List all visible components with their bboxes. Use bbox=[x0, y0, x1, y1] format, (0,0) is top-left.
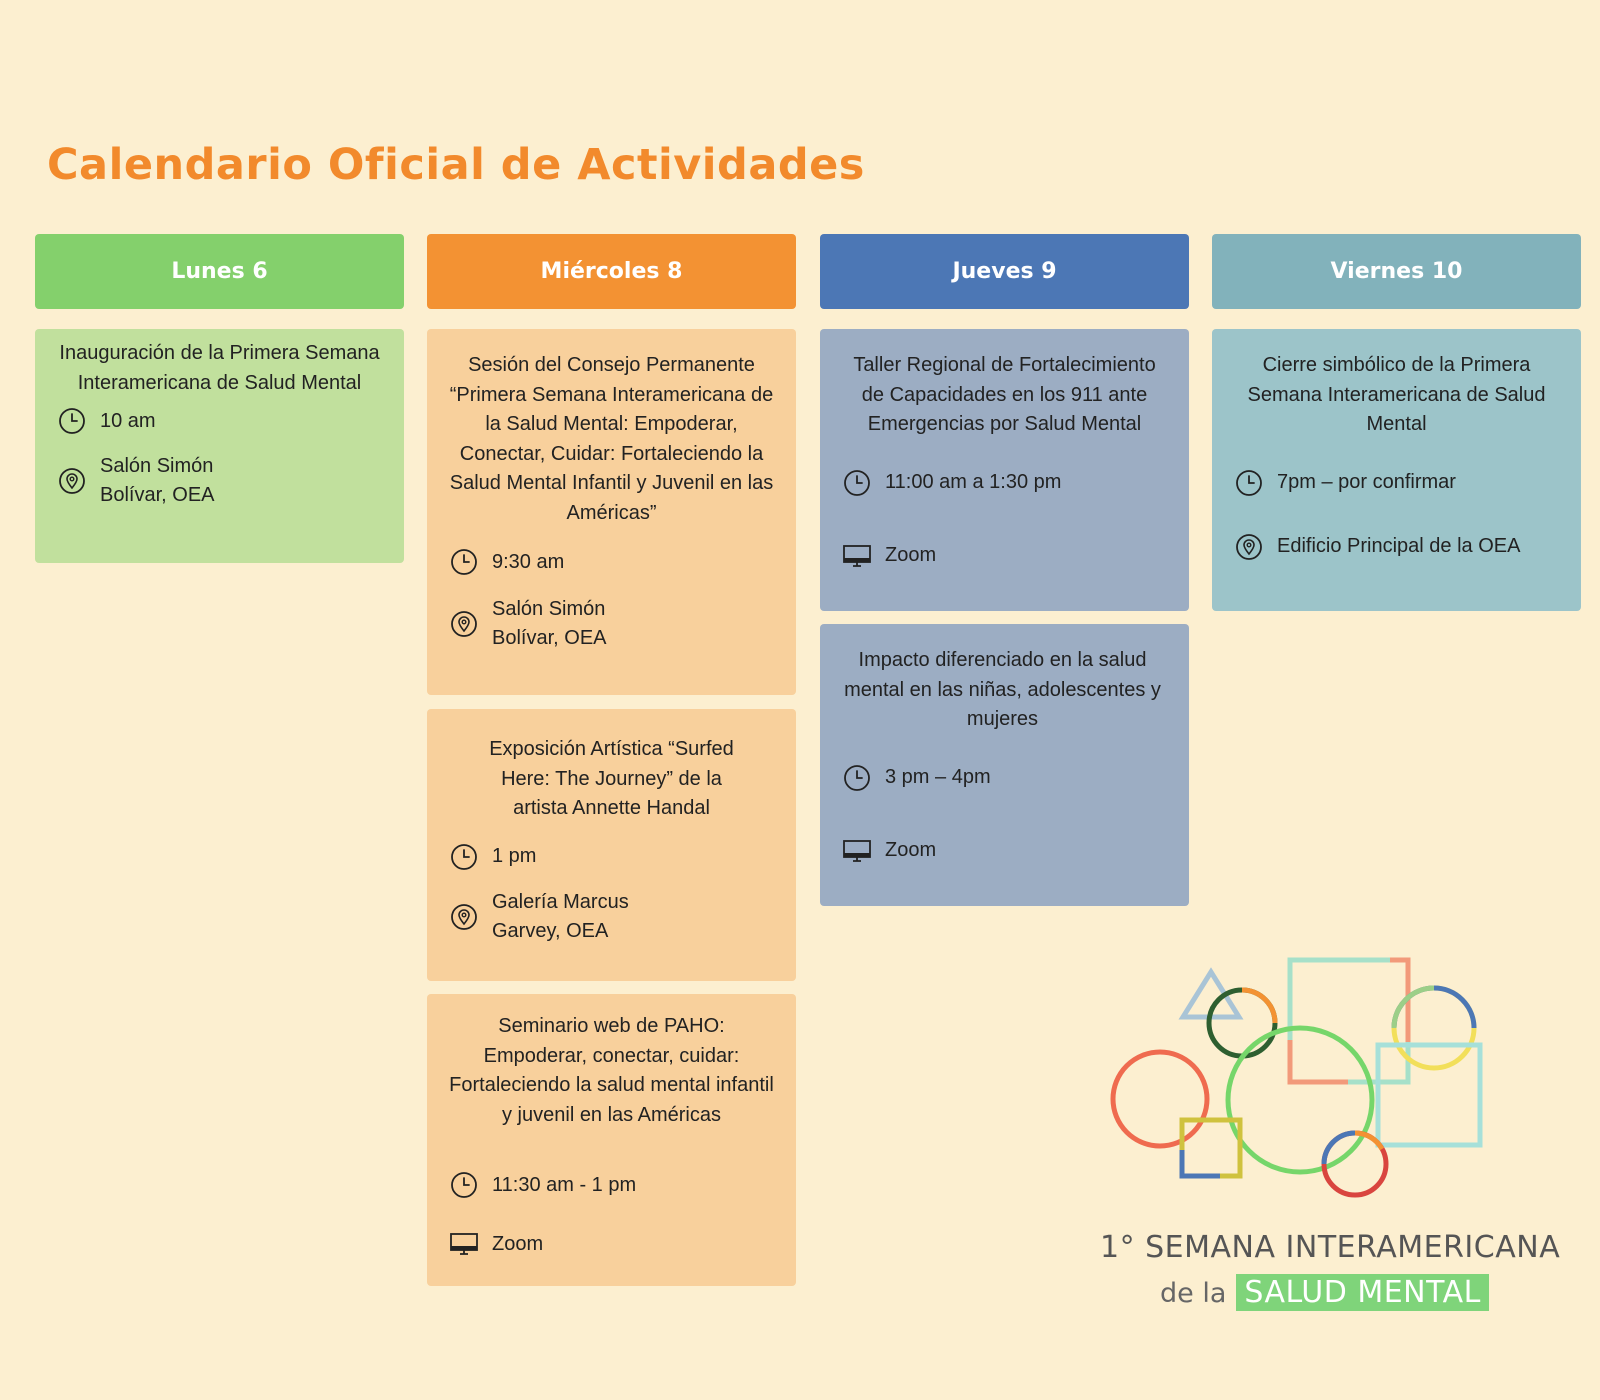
event-time-row bbox=[57, 406, 386, 436]
event-title: Exposición Artística “Surfed Here: The Journey” de la artista Annette Handal bbox=[489, 738, 734, 819]
event-place-row bbox=[449, 595, 778, 653]
event-title: Impacto diferenciado en la salud mental en las niñas, adolescentes y mujeres bbox=[844, 649, 1161, 730]
event-time-row bbox=[1234, 468, 1563, 498]
event-title: Sesión del Consejo Permanente “Primera Semana Interamericana de la Salud Mental: Empoderar, Conectar, Cuidar: Fortaleciendo la Salud Mental Infantil y Juvenil en las Américas” bbox=[449, 354, 774, 524]
clock-icon bbox=[449, 1170, 479, 1200]
event-card bbox=[427, 994, 796, 1286]
event-place-line1: Salón Simón bbox=[492, 598, 606, 620]
location-pin-icon bbox=[1234, 532, 1264, 562]
event-card bbox=[35, 329, 404, 563]
logo-circle-center bbox=[1228, 1028, 1372, 1172]
day-column-viernes bbox=[1212, 234, 1581, 557]
event-place-line2: Bolívar, OEA bbox=[492, 627, 607, 649]
event-title: Inauguración de la Primera Semana Interamericana de Salud Mental bbox=[59, 342, 380, 394]
event-time-row bbox=[842, 468, 1171, 498]
day-header-viernes bbox=[1212, 234, 1581, 309]
event-card bbox=[820, 624, 1189, 906]
event-time: 7pm – por confirmar bbox=[1277, 471, 1456, 493]
event-place-row bbox=[57, 452, 386, 510]
event-place-row bbox=[449, 888, 778, 946]
logo-line2-prefix: de la bbox=[1160, 1278, 1227, 1309]
day-label: Jueves 9 bbox=[952, 259, 1057, 284]
event-place: Zoom bbox=[885, 839, 937, 861]
event-place: Edificio Principal de la OEA bbox=[1277, 535, 1521, 557]
event-logo-graphic bbox=[1100, 950, 1560, 1330]
event-card bbox=[1212, 329, 1581, 611]
event-place-line1: Galería Marcus bbox=[492, 890, 629, 913]
clock-icon bbox=[449, 842, 479, 872]
event-title: Taller Regional de Fortalecimiento de Capacidades en los 911 ante Emergencias por Salud Mental bbox=[853, 354, 1156, 435]
event-time: 1 pm bbox=[492, 845, 537, 867]
event-place: Zoom bbox=[885, 544, 937, 566]
event-time: 9:30 am bbox=[492, 550, 565, 573]
event-place-line2: Garvey, OEA bbox=[492, 919, 609, 942]
event-time: 11:00 am a 1:30 pm bbox=[885, 471, 1062, 493]
monitor-icon bbox=[842, 836, 872, 866]
clock-icon bbox=[57, 406, 87, 436]
day-label: Lunes 6 bbox=[171, 259, 268, 284]
clock-icon bbox=[842, 468, 872, 498]
clock-icon bbox=[842, 763, 872, 793]
event-place-row bbox=[1234, 532, 1563, 562]
event-title: Cierre simbólico de la Primera Semana Interamericana de Salud Mental bbox=[1247, 354, 1546, 435]
monitor-icon bbox=[842, 541, 872, 571]
day-column-lunes bbox=[35, 234, 404, 506]
day-column-jueves bbox=[820, 234, 1189, 861]
clock-icon bbox=[449, 547, 479, 577]
location-pin-icon bbox=[57, 466, 87, 496]
logo-line1: 1° SEMANA INTERAMERICANA bbox=[1100, 1230, 1561, 1265]
event-time: 3 pm – 4pm bbox=[885, 766, 991, 788]
day-header-miercoles bbox=[427, 234, 796, 309]
logo-square-right bbox=[1378, 1045, 1480, 1145]
page-title: Calendario Oficial de Actividades bbox=[47, 140, 865, 190]
location-pin-icon bbox=[449, 902, 479, 932]
event-time-row bbox=[449, 1170, 778, 1200]
logo-line2-highlight: SALUD MENTAL bbox=[1236, 1274, 1488, 1311]
day-header-jueves bbox=[820, 234, 1189, 309]
event-time-row bbox=[449, 547, 778, 577]
day-column-miercoles bbox=[427, 234, 796, 1255]
day-header-lunes bbox=[35, 234, 404, 309]
event-place-row bbox=[842, 836, 1171, 866]
event-place-line2: Bolívar, OEA bbox=[100, 484, 215, 506]
event-place: Zoom bbox=[492, 1232, 544, 1255]
event-place-row bbox=[449, 1229, 778, 1259]
monitor-icon bbox=[449, 1229, 479, 1259]
event-title: Seminario web de PAHO: Empoderar, conectar, cuidar: Fortaleciendo la salud mental infantil y juvenil en las Américas bbox=[449, 1015, 774, 1126]
event-card bbox=[427, 709, 796, 981]
day-label: Miércoles 8 bbox=[540, 259, 683, 284]
clock-icon bbox=[1234, 468, 1264, 498]
logo-square-large bbox=[1290, 960, 1408, 1082]
event-card bbox=[427, 329, 796, 695]
event-time-row bbox=[842, 763, 1171, 793]
event-place-row bbox=[842, 541, 1171, 571]
event-time: 11:30 am - 1 pm bbox=[492, 1173, 637, 1196]
day-label: Viernes 10 bbox=[1330, 259, 1463, 284]
event-place-line1: Salón Simón bbox=[100, 455, 214, 477]
event-time-row bbox=[449, 842, 778, 872]
event-card bbox=[820, 329, 1189, 611]
logo-line2 bbox=[1160, 1275, 1489, 1310]
event-time: 10 am bbox=[100, 409, 156, 432]
logo-circle-left bbox=[1113, 1052, 1207, 1146]
location-pin-icon bbox=[449, 609, 479, 639]
